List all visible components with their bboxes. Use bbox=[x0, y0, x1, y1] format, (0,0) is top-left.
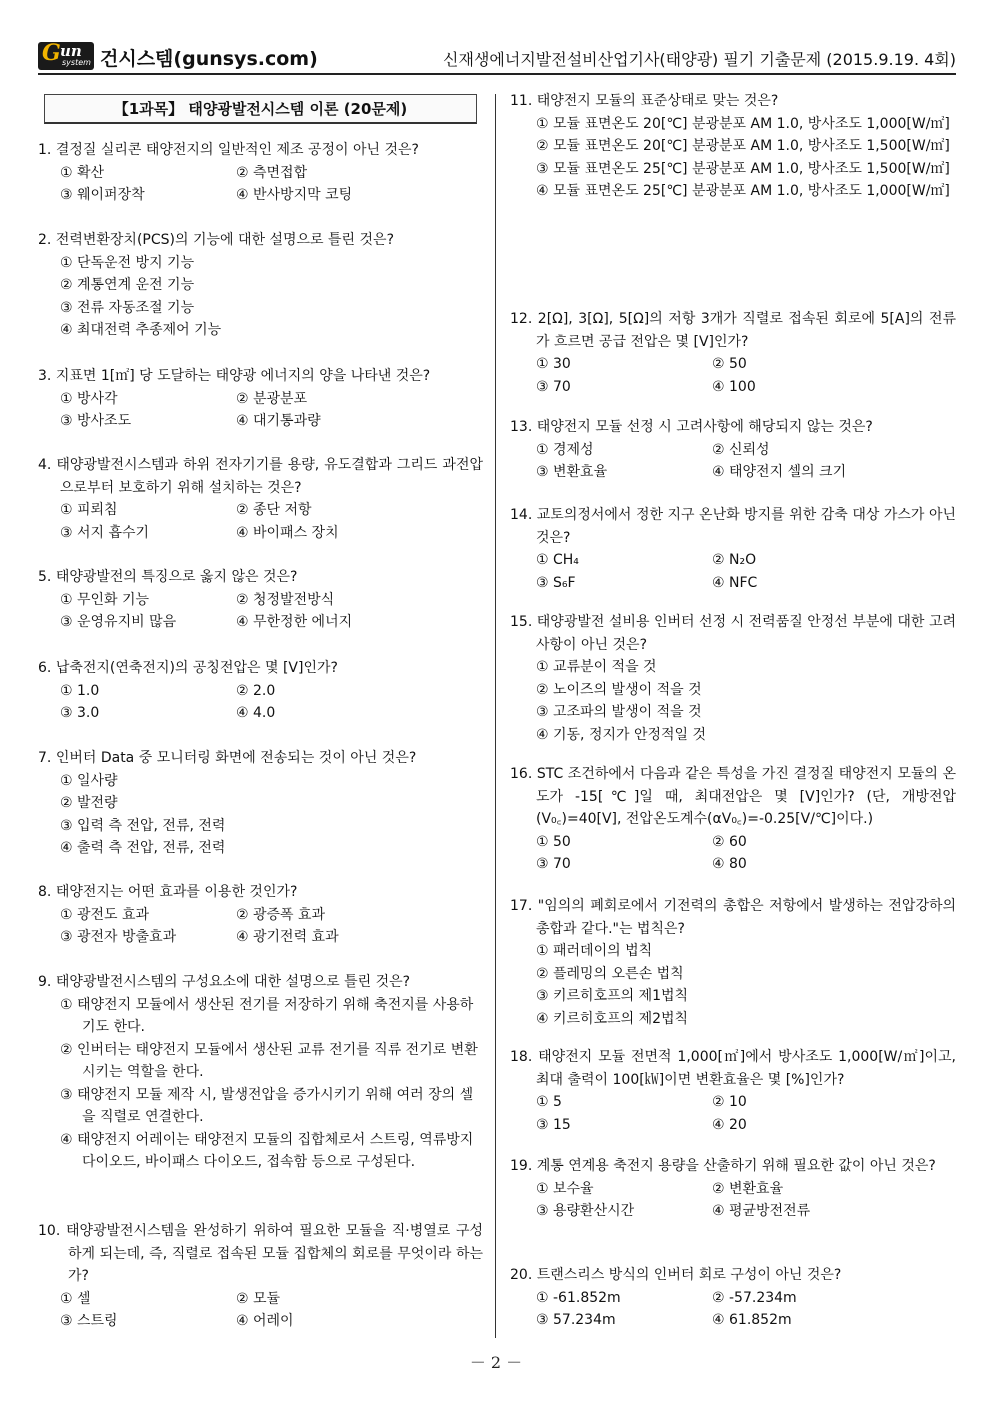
option-3[interactable]: ③ 서지 흡수기 bbox=[60, 524, 150, 541]
option-3[interactable]: ③ 57.234m bbox=[536, 1312, 616, 1328]
option-4[interactable]: ④ 100 bbox=[712, 378, 756, 395]
option-4[interactable]: ④ 20 bbox=[712, 1116, 747, 1133]
question-20 bbox=[510, 1264, 956, 1332]
question-options bbox=[510, 549, 956, 594]
question-2 bbox=[38, 229, 483, 342]
question-options bbox=[510, 831, 956, 876]
question-text: 15. 태양광발전 설비용 인버터 선정 시 전력품질 안정선 부분에 대한 고려사항이 아닌 것은? bbox=[510, 614, 956, 653]
option-1[interactable]: ① 방사각 bbox=[60, 390, 118, 407]
question-text: 17. "임의의 폐회로에서 기전력의 총합은 저항에서 발생하는 전압강하의 총합과 같다."는 법칙은? bbox=[510, 898, 957, 937]
question-9 bbox=[38, 971, 483, 1174]
question-options bbox=[38, 1288, 483, 1333]
option-3[interactable]: ③ 스트링 bbox=[60, 1313, 118, 1329]
option-4[interactable]: ④ 키르히호프의 제2법칙 bbox=[536, 1010, 689, 1027]
question-11 bbox=[510, 90, 956, 203]
question-16 bbox=[510, 763, 956, 876]
question-6 bbox=[38, 657, 483, 725]
option-2[interactable]: ② 종단 저항 bbox=[236, 502, 312, 518]
option-2[interactable]: ② 광증폭 효과 bbox=[236, 906, 326, 923]
option-2[interactable]: ② 신뢰성 bbox=[712, 441, 770, 458]
option-2[interactable]: ② 10 bbox=[712, 1094, 747, 1110]
question-7 bbox=[38, 747, 483, 860]
question-3 bbox=[38, 365, 483, 433]
option-4[interactable]: ④ 반사방지막 코팅 bbox=[236, 187, 353, 203]
option-4[interactable]: ④ 80 bbox=[712, 856, 747, 872]
option-2[interactable]: ② N₂O bbox=[712, 552, 757, 568]
question-text: 19. 계통 연계용 축전지 용량을 산출하기 위해 필요한 값이 아닌 것은? bbox=[510, 1158, 936, 1174]
option-4[interactable]: ④ 광기전력 효과 bbox=[236, 929, 339, 945]
option-1[interactable]: ① 패러데이의 법칙 bbox=[536, 943, 653, 959]
option-1[interactable]: ① 피뢰침 bbox=[60, 502, 118, 518]
question-13 bbox=[510, 416, 956, 484]
section-title: 【1과목】 태양광발전시스템 이론 (20문제) bbox=[113, 100, 408, 118]
option-1[interactable]: ① 무인화 기능 bbox=[60, 591, 150, 608]
question-text: 14. 교토의정서에서 정한 지구 온난화 방지를 위한 감축 대상 가스가 아닌 것은? bbox=[510, 507, 956, 546]
question-text: 9. 태양광발전시스템의 구성요소에 대한 설명으로 틀린 것은? bbox=[38, 974, 411, 990]
option-1[interactable]: ① CH₄ bbox=[536, 552, 579, 568]
exam-title: 신재생에너지발전설비산업기사(태양광) 필기 기출문제 (2015.9.19. 4회) bbox=[443, 50, 956, 69]
option-3[interactable]: ③ 전류 자동조절 기능 bbox=[60, 299, 195, 316]
option-4[interactable]: ④ 기동, 정지가 안정적일 것 bbox=[536, 726, 707, 743]
option-1[interactable]: ① 광전도 효과 bbox=[60, 906, 150, 923]
option-2[interactable]: ② 인버터는 태양전지 모듈에서 생산된 교류 전기를 직류 전기로 변환시키는 역할을 한다. bbox=[60, 1041, 478, 1080]
page-header bbox=[38, 40, 956, 74]
option-4[interactable]: ④ 최대전력 추종제어 기능 bbox=[60, 322, 222, 338]
question-text: 7. 인버터 Data 중 모니터링 화면에 전송되는 것이 아닌 것은? bbox=[38, 750, 417, 766]
option-2[interactable]: ② 2.0 bbox=[236, 682, 276, 699]
brand-name: 건시스템(gunsys.com) bbox=[100, 48, 318, 70]
option-3[interactable]: ③ 키르히호프의 제1법칙 bbox=[536, 988, 689, 1004]
question-text: 16. STC 조건하에서 다음과 같은 특성을 가진 결정질 태양전지 모듈의 온도가 -15[℃]일 때, 최대전압은 몇 [V]인가? (단, 개방전압(V₀꜀)=40[V], 전압온도계수(αV₀꜀)=-0.25[V/℃]이다.) bbox=[510, 766, 956, 827]
gunsystem-logo bbox=[38, 42, 94, 70]
question-options bbox=[38, 680, 483, 725]
question-text: 6. 납축전지(연축전지)의 공칭전압은 몇 [V]인가? bbox=[38, 660, 338, 676]
option-3[interactable]: ③ 변환효율 bbox=[536, 464, 608, 480]
option-4[interactable]: ④ 평균방전전류 bbox=[712, 1203, 811, 1219]
question-text: 10. 태양광발전시스템을 완성하기 위하여 필요한 모듈을 직·병열로 구성하게 되는데, 즉, 직렬로 접속된 모듈 집합체의 회로를 무엇이라 하는가? bbox=[38, 1223, 484, 1284]
option-2[interactable]: ② 노이즈의 발생이 적을 것 bbox=[536, 681, 702, 698]
option-2[interactable]: ② 계통연계 운전 기능 bbox=[60, 277, 195, 293]
option-4[interactable]: ④ 4.0 bbox=[236, 705, 276, 721]
question-text: 4. 태양광발전시스템과 하위 전자기기를 용량, 유도결합과 그리드 과전압으로부터 보호하기 위해 설치하는 것은? bbox=[38, 457, 483, 496]
question-1 bbox=[38, 139, 483, 207]
option-2[interactable]: ② -57.234m bbox=[712, 1289, 797, 1306]
question-text: 13. 태양전지 모듈 선정 시 고려사항에 해당되지 않는 것은? bbox=[510, 419, 873, 435]
question-text: 5. 태양광발전의 특징으로 옳지 않은 것은? bbox=[38, 569, 298, 585]
question-options bbox=[510, 1287, 956, 1332]
question-options bbox=[38, 589, 483, 634]
option-2[interactable]: ② 모듈 표면온도 20[℃] 분광분포 AM 1.0, 방사조도 1,500[W/㎡] bbox=[536, 138, 950, 154]
option-1[interactable]: ① 50 bbox=[536, 833, 571, 850]
section-title-box bbox=[44, 94, 477, 124]
question-17 bbox=[510, 895, 956, 1030]
question-5 bbox=[38, 566, 483, 634]
option-4[interactable]: ④ 61.852m bbox=[712, 1312, 792, 1328]
option-4[interactable]: ④ 어레이 bbox=[236, 1313, 294, 1329]
option-3[interactable]: ③ 고조파의 발생이 적을 것 bbox=[536, 704, 702, 720]
option-3[interactable]: ③ 모듈 표면온도 25[℃] 분광분포 AM 1.0, 방사조도 1,500[W/㎡] bbox=[536, 160, 950, 177]
option-3[interactable]: ③ S₆F bbox=[536, 574, 576, 591]
option-1[interactable]: ① -61.852m bbox=[536, 1289, 621, 1306]
option-4[interactable]: ④ NFC bbox=[712, 574, 758, 591]
question-options bbox=[38, 388, 483, 433]
option-2[interactable]: ② 발전량 bbox=[60, 795, 118, 811]
option-1[interactable]: ① 태양전지 모듈에서 생산된 전기를 저장하기 위해 축전지를 사용하기도 한다. bbox=[60, 996, 474, 1035]
question-15 bbox=[510, 611, 956, 746]
question-19 bbox=[510, 1155, 956, 1223]
header-divider bbox=[38, 73, 956, 75]
question-text: 1. 결정질 실리콘 태양전지의 일반적인 제조 공정이 아닌 것은? bbox=[38, 142, 419, 158]
option-3[interactable]: ③ 광전자 방출효과 bbox=[60, 929, 177, 945]
logo-mark: G bbox=[42, 40, 61, 66]
option-2[interactable]: ② 50 bbox=[712, 356, 747, 372]
option-2[interactable]: ② 변환효율 bbox=[712, 1180, 784, 1197]
question-8 bbox=[38, 881, 483, 949]
option-3[interactable]: ③ 용량환산시간 bbox=[536, 1203, 635, 1219]
question-text: 3. 지표면 1[㎡] 당 도달하는 태양광 에너지의 양을 나타낸 것은? bbox=[38, 368, 431, 384]
option-1[interactable]: ① 셀 bbox=[60, 1290, 91, 1307]
option-2[interactable]: ② 모듈 bbox=[236, 1290, 281, 1307]
option-2[interactable]: ② 청정발전방식 bbox=[236, 591, 335, 608]
question-options bbox=[510, 439, 956, 484]
option-4[interactable]: ④ 대기통과량 bbox=[236, 413, 321, 429]
option-3[interactable]: ③ 70 bbox=[536, 378, 571, 395]
question-14 bbox=[510, 504, 956, 594]
option-3[interactable]: ③ 태양전지 모듈 제작 시, 발생전압을 증가시키기 위해 여러 장의 셀을 직렬로 연결한다. bbox=[60, 1086, 474, 1125]
option-2[interactable]: ② 분광분포 bbox=[236, 390, 308, 407]
question-18 bbox=[510, 1046, 956, 1136]
option-1[interactable]: ① 모듈 표면온도 20[℃] 분광분포 AM 1.0, 방사조도 1,000[W/㎡] bbox=[536, 115, 950, 132]
option-1[interactable]: ① 1.0 bbox=[60, 682, 100, 699]
question-text: 2. 전력변환장치(PCS)의 기능에 대한 설명으로 틀린 것은? bbox=[38, 232, 395, 248]
logo-mark-un: un bbox=[60, 42, 82, 60]
option-1[interactable]: ① 교류분이 적을 것 bbox=[536, 659, 657, 675]
option-3[interactable]: ③ 70 bbox=[536, 856, 571, 872]
option-3[interactable]: ③ 운영유지비 많음 bbox=[60, 614, 177, 630]
question-options bbox=[38, 162, 483, 207]
question-text: 11. 태양전지 모듈의 표준상태로 맞는 것은? bbox=[510, 93, 779, 109]
option-1[interactable]: ① 5 bbox=[536, 1094, 562, 1110]
question-text: 12. 2[Ω], 3[Ω], 5[Ω]의 저항 3개가 직렬로 접속된 회로에 5[A]의 전류가 흐르면 공급 전압은 몇 [V]인가? bbox=[510, 311, 957, 350]
question-text: 20. 트랜스리스 방식의 인버터 회로 구성이 아닌 것은? bbox=[510, 1267, 842, 1283]
page-number: － 2 － bbox=[469, 1353, 523, 1372]
option-3[interactable]: ③ 방사조도 bbox=[60, 413, 132, 429]
option-2[interactable]: ② 플레밍의 오른손 법칙 bbox=[536, 965, 684, 982]
option-1[interactable]: ① 확산 bbox=[60, 164, 105, 181]
option-3[interactable]: ③ 입력 측 전압, 전류, 전력 bbox=[60, 817, 226, 834]
question-10 bbox=[38, 1220, 483, 1333]
option-2[interactable]: ② 측면접합 bbox=[236, 164, 308, 181]
option-3[interactable]: ③ 웨이퍼장착 bbox=[60, 187, 145, 203]
option-4[interactable]: ④ 태양전지 어레이는 태양전지 모듈의 집합체로서 스트링, 역류방지 다이오드, 바이패스 다이오드, 접속함 등으로 구성된다. bbox=[60, 1131, 474, 1170]
option-1[interactable]: ① 30 bbox=[536, 356, 571, 372]
question-options bbox=[510, 353, 956, 398]
question-text: 18. 태양전지 모듈 전면적 1,000[㎡]에서 방사조도 1,000[W/㎡]이고, 최대 출력이 100[㎾]이면 변환효율은 몇 [%]인가? bbox=[510, 1049, 956, 1088]
question-options bbox=[510, 1091, 956, 1136]
option-4[interactable]: ④ 출력 측 전압, 전류, 전력 bbox=[60, 840, 226, 856]
question-text: 8. 태양전지는 어떤 효과를 이용한 것인가? bbox=[38, 884, 298, 900]
option-1[interactable]: ① 일사량 bbox=[60, 772, 118, 789]
option-2[interactable]: ② 60 bbox=[712, 833, 747, 850]
question-4 bbox=[38, 454, 483, 544]
question-options bbox=[38, 499, 483, 544]
option-4[interactable]: ④ 무한정한 에너지 bbox=[236, 614, 353, 630]
option-4[interactable]: ④ 태양전지 셀의 크기 bbox=[712, 464, 847, 480]
option-3[interactable]: ③ 15 bbox=[536, 1116, 571, 1133]
option-1[interactable]: ① 보수율 bbox=[536, 1180, 594, 1197]
option-3[interactable]: ③ 3.0 bbox=[60, 705, 100, 721]
column-divider bbox=[495, 94, 496, 1338]
question-options bbox=[510, 1178, 956, 1223]
question-12 bbox=[510, 308, 956, 398]
question-options bbox=[38, 904, 483, 949]
option-1[interactable]: ① 경제성 bbox=[536, 441, 594, 458]
logo-subtext: system bbox=[62, 58, 91, 67]
option-4[interactable]: ④ 바이패스 장치 bbox=[236, 524, 339, 541]
option-1[interactable]: ① 단독운전 방지 기능 bbox=[60, 254, 195, 271]
option-4[interactable]: ④ 모듈 표면온도 25[℃] 분광분포 AM 1.0, 방사조도 1,000[W/㎡] bbox=[536, 183, 950, 199]
